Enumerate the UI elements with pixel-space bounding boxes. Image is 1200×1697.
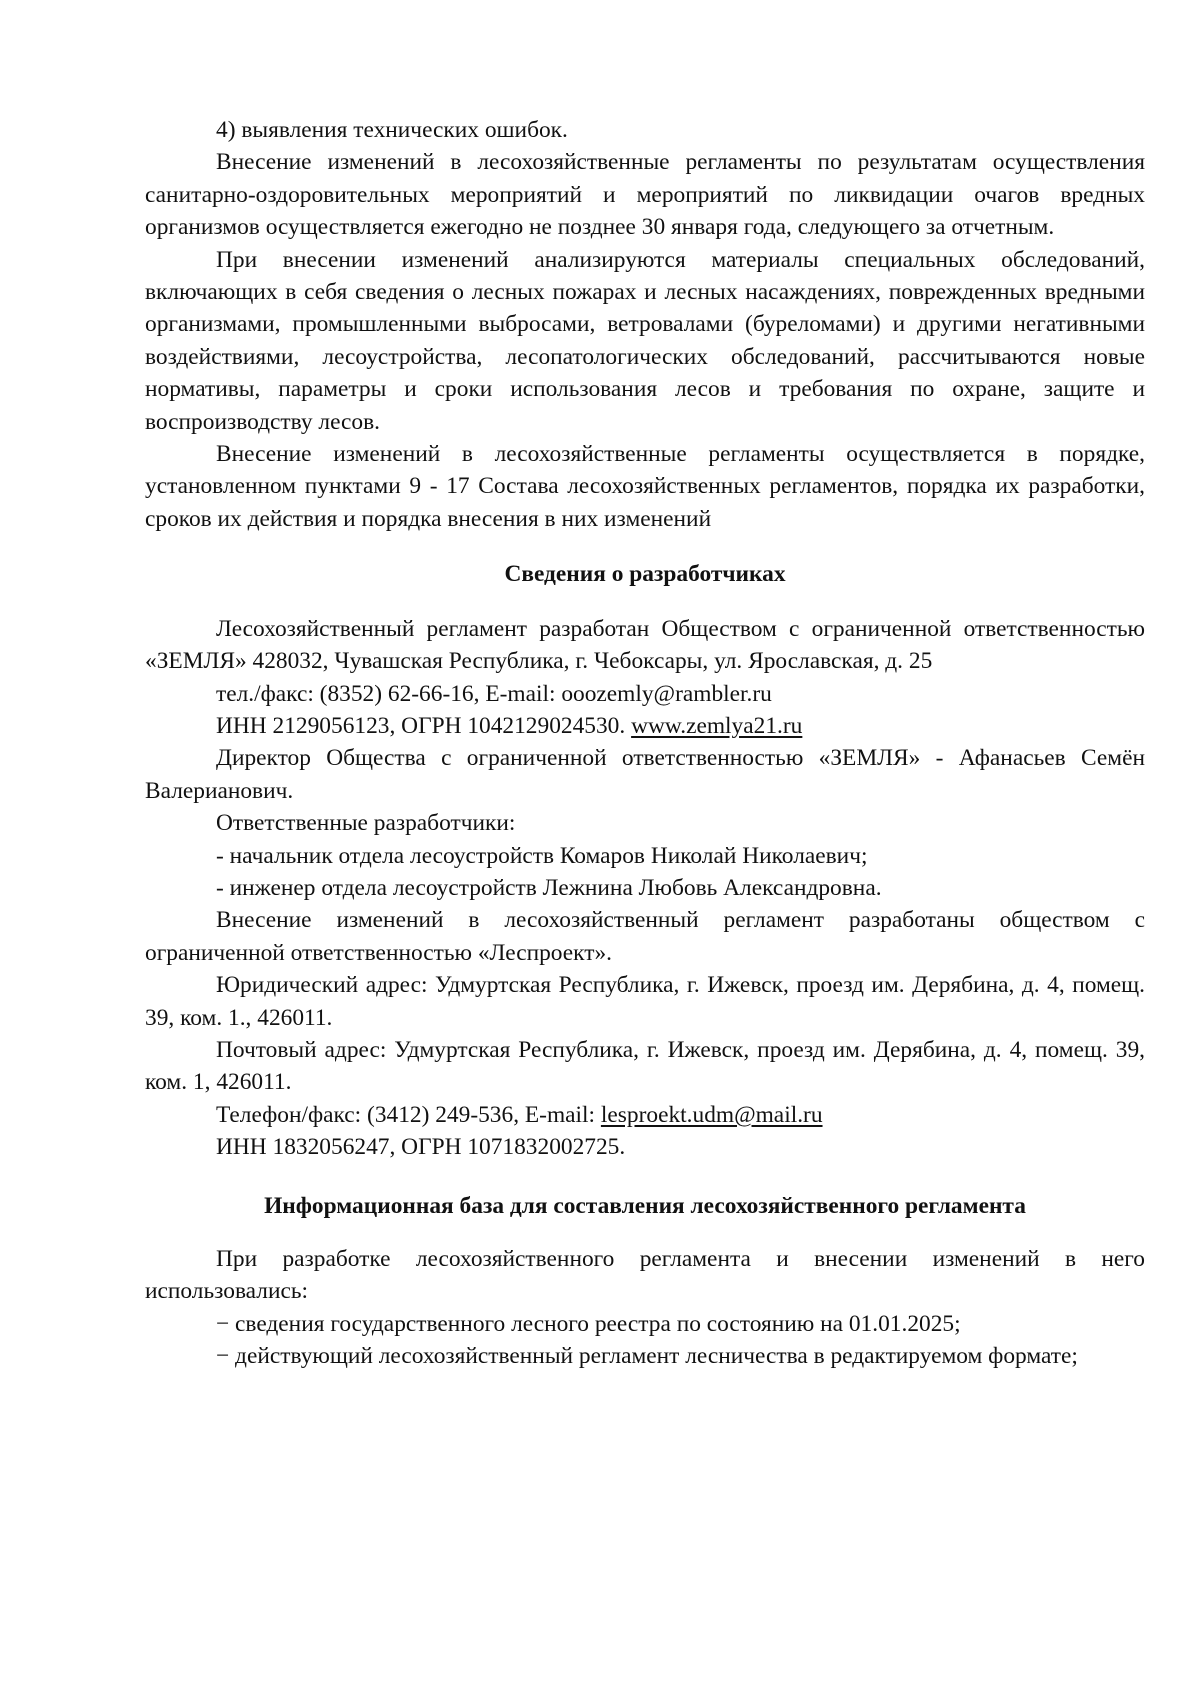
developer-inn-text: ИНН 2129056123, ОГРН 1042129024530. (216, 712, 626, 739)
paragraph-phone2 (145, 1099, 1145, 1131)
list-item-current-regulation: − действующий лесохозяйственный регламент лесничества в редактируемом формате; (216, 1343, 1078, 1370)
paragraph-developer-phone: тел./факс: (8352) 62-66-16, E-mail: ooozemly@rambler.ru (216, 680, 772, 707)
email-link[interactable]: lesproekt.udm@mail.ru (600, 1101, 823, 1128)
paragraph-developer-inn (145, 710, 1145, 742)
paragraph-sanitary-changes: Внесение изменений в лесохозяйственные регламенты по результатам осуществления санитарно-оздоровительных мероприятий и мероприятий по ликвидации очагов вредных организмов осуществляется ежегодно не позднее 30 января года, следующего за отчетным. (145, 149, 1145, 241)
list-item-registry: − сведения государственного лесного реестра по состоянию на 01.01.2025; (216, 1310, 961, 1337)
document-page (145, 114, 1145, 1373)
paragraph-legal-address: Юридический адрес: Удмуртская Республика, г. Ижевск, проезд им. Дерябина, д. 4, помещ. 39, ком. 1., 426011. (145, 972, 1145, 1031)
paragraph-responsible-2: - инженер отдела лесоустройств Лежнина Любовь Александровна. (216, 874, 882, 901)
developer-website-link[interactable]: www.zemlya21.ru (631, 712, 803, 739)
paragraph-inn2: ИНН 1832056247, ОГРН 1071832002725. (216, 1134, 626, 1161)
heading-developers: Сведения о разработчиках (504, 561, 786, 588)
paragraph-responsible-1: - начальник отдела лесоустройств Комаров Николай Николаевич; (216, 842, 868, 869)
paragraph-director: Директор Общества с ограниченной ответственностью «ЗЕМЛЯ» - Афанасьев Семён Валерианович. (145, 745, 1145, 804)
paragraph-postal-address: Почтовый адрес: Удмуртская Республика, г. Ижевск, проезд им. Дерябина, д. 4, помещ. 39, ком. 1, 426011. (145, 1036, 1145, 1096)
phone2-text: Телефон/факс: (3412) 249-536, E-mail: (216, 1101, 601, 1128)
paragraph-responsible-label: Ответственные разработчики: (216, 810, 516, 837)
paragraph-technical-errors: 4) выявления технических ошибок. (216, 117, 568, 143)
heading-info-base: Информационная база для составления лесохозяйственного регламента (264, 1192, 1026, 1219)
paragraph-procedure: Внесение изменений в лесохозяйственные регламенты осуществляется в порядке, установленном пунктами 9 - 17 Состава лесохозяйственных регламентов, порядка их разработки, сроков их действия и порядка внесения в них изменений (145, 441, 1145, 532)
paragraph-developer-intro: Лесохозяйственный регламент разработан Обществом с ограниченной ответственностью «ЗЕМЛЯ» 428032, Чувашская Республика, г. Чебоксары, ул. Ярославская, д. 25 (145, 615, 1145, 675)
paragraph-changes-developer: Внесение изменений в лесохозяйственный регламент разработаны обществом с ограниченной ответственностью «Леспроект». (145, 907, 1145, 966)
paragraph-analysis: При внесении изменений анализируются материалы специальных обследований, включающих в себя сведения о лесных пожарах и лесных насаждениях, поврежденных вредными организмами, промышленными выбросами, ветровалами (буреломами) и другими негативными воздействиями, лесоустройства, лесопатологических обследований, рассчитываются новые нормативы, параметры и сроки использования лесов и требования по охране, защите и воспроизводству лесов. (145, 246, 1145, 435)
paragraph-info-intro: При разработке лесохозяйственного регламента и внесении изменений в него использовались: (145, 1246, 1145, 1305)
